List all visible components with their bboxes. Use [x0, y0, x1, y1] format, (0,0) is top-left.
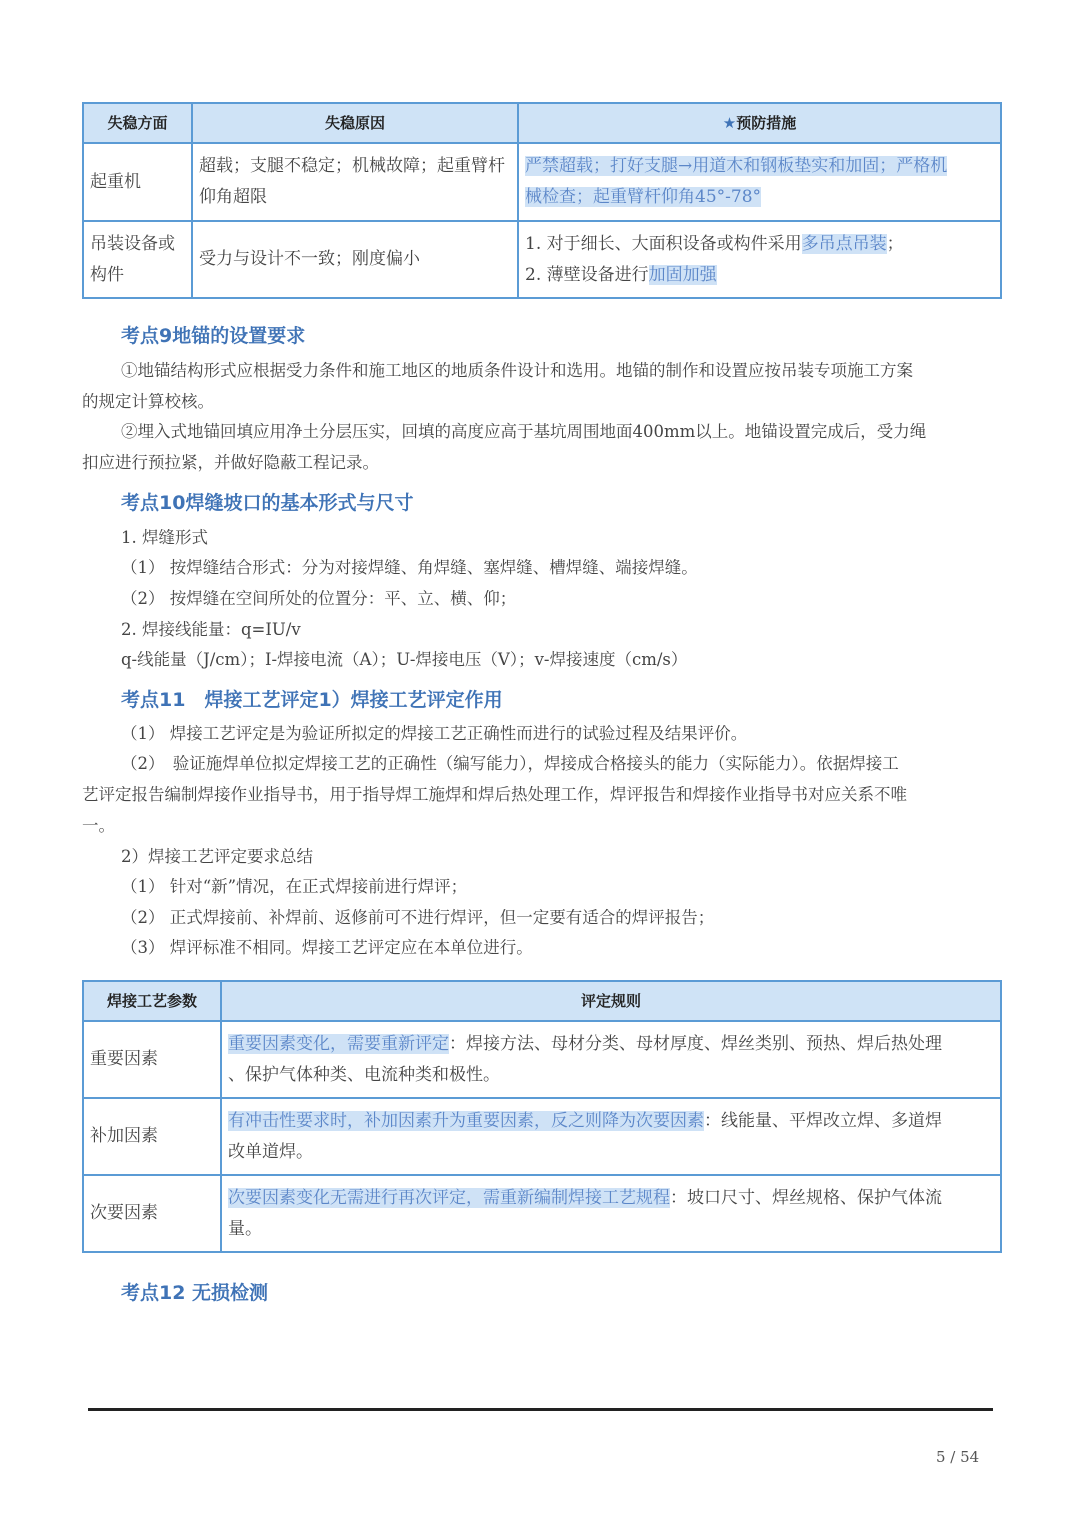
paragraph-line: 一。 — [82, 816, 115, 835]
page-number: 5 / 54 — [936, 1448, 980, 1466]
paragraph-line: ②埋入式地锚回填应用净土分层压实，回填的高度应高于基坑周围地面400mm以上。地锚设置完成后，受力绳 — [121, 422, 927, 441]
table-row — [83, 221, 1001, 298]
highlighted-text: 有冲击性要求时，补加因素升为重要因素，反之则降为次要因素 — [228, 1110, 704, 1131]
welding-procedure-table — [82, 980, 1002, 1253]
table-row — [83, 1021, 1001, 1098]
highlighted-text: 重要因素变化，需要重新评定 — [228, 1033, 449, 1054]
section-title-11: 考点11 焊接工艺评定1）焊接工艺评定作用 — [121, 689, 503, 711]
row-measure — [518, 143, 1001, 221]
highlighted-text: 械检查；起重臂杆仰角45°-78° — [525, 187, 762, 207]
header-rule: 评定规则 — [221, 981, 1001, 1021]
table-header-row — [83, 981, 1001, 1021]
paragraph-line: q-线能量（J/cm）；I-焊接电流（A）；U-焊接电压（V）；v-焊接速度（cm/s） — [121, 650, 688, 669]
row-reason: 受力与设计不一致；刚度偏小 — [192, 221, 518, 298]
highlighted-text: 次要因素变化无需进行再次评定，需重新编制焊接工艺规程 — [228, 1187, 670, 1208]
section-title-9: 考点9地锚的设置要求 — [121, 325, 306, 347]
row-param: 补加因素 — [83, 1098, 221, 1175]
paragraph-line: （1） 焊接工艺评定是为验证所拟定的焊接工艺正确性而进行的试验过程及结果评价。 — [121, 724, 748, 743]
row-param: 次要因素 — [83, 1175, 221, 1252]
paragraph-line: 1. 焊缝形式 — [121, 528, 208, 547]
paragraph-line: ①地锚结构形式应根据受力条件和施工地区的地质条件设计和选用。地锚的制作和设置应按吊装专项施工方案 — [121, 361, 913, 380]
paragraph-line: 艺评定报告编制焊接作业指导书，用于指导焊工施焊和焊后热处理工作，焊评报告和焊接作业指导书对应关系不唯 — [82, 785, 907, 804]
header-measure: ★预防措施 — [518, 103, 1001, 143]
table-row — [83, 143, 1001, 221]
row-rule: 重要因素变化，需要重新评定：焊接方法、母材分类、母材厚度、焊丝类别、预热、焊后热处理 、保护气体种类、电流种类和极性。 — [221, 1021, 1001, 1098]
highlighted-text: 加固加强 — [648, 264, 717, 285]
row-aspect: 吊装设备或构件 — [83, 221, 192, 298]
row-reason: 超载；支腿不稳定；机械故障；起重臂杆仰角超限 — [192, 143, 518, 221]
highlighted-text: 多吊点吊装 — [801, 233, 887, 254]
paragraph-line: （2） 按焊缝在空间所处的位置分：平、立、横、仰； — [121, 589, 517, 608]
header-aspect: 失稳方面 — [83, 103, 192, 143]
paragraph-line: （2） 正式焊接前、补焊前、返修前可不进行焊评，但一定要有适合的焊评报告； — [121, 908, 715, 927]
paragraph-line: 2. 焊接线能量：q=IU/v — [121, 620, 301, 639]
paragraph-line: （2） 验证施焊单位拟定焊接工艺的正确性（编写能力），焊接成合格接头的能力（实际能力）。依据焊接工 — [121, 754, 899, 773]
footer-divider — [88, 1408, 993, 1411]
section-title-10: 考点10焊缝坡口的基本形式与尺寸 — [121, 492, 414, 514]
instability-table — [82, 102, 1002, 299]
paragraph-line: 的规定计算校核。 — [82, 392, 214, 411]
highlighted-text: 严禁超载；打好支腿→用道木和钢板垫实和加固；严格机 — [525, 156, 948, 176]
header-reason: 失稳原因 — [192, 103, 518, 143]
table-header-row — [83, 103, 1001, 143]
row-measure: 1. 对于细长、大面积设备或构件采用多吊点吊装； 2. 薄壁设备进行加固加强 — [518, 221, 1001, 298]
paragraph-line: （3） 焊评标准不相同。焊接工艺评定应在本单位进行。 — [121, 938, 533, 957]
row-param: 重要因素 — [83, 1021, 221, 1098]
paragraph-line: （1） 按焊缝结合形式：分为对接焊缝、角焊缝、塞焊缝、槽焊缝、端接焊缝。 — [121, 558, 698, 577]
table-row — [83, 1175, 1001, 1252]
header-param: 焊接工艺参数 — [83, 981, 221, 1021]
star-icon: ★ — [722, 114, 737, 132]
row-rule: 次要因素变化无需进行再次评定，需重新编制焊接工艺规程：坡口尺寸、焊丝规格、保护气体流 量。 — [221, 1175, 1001, 1252]
paragraph-line: （1） 针对“新”情况，在正式焊接前进行焊评； — [121, 877, 468, 896]
row-rule: 有冲击性要求时，补加因素升为重要因素，反之则降为次要因素：线能量、平焊改立焊、多道焊 改单道焊。 — [221, 1098, 1001, 1175]
section-title-12: 考点12 无损检测 — [121, 1282, 269, 1304]
paragraph-line: 2）焊接工艺评定要求总结 — [121, 847, 313, 866]
paragraph-line: 扣应进行预拉紧，并做好隐蔽工程记录。 — [82, 453, 379, 472]
row-aspect: 起重机 — [83, 143, 192, 221]
table-row — [83, 1098, 1001, 1175]
